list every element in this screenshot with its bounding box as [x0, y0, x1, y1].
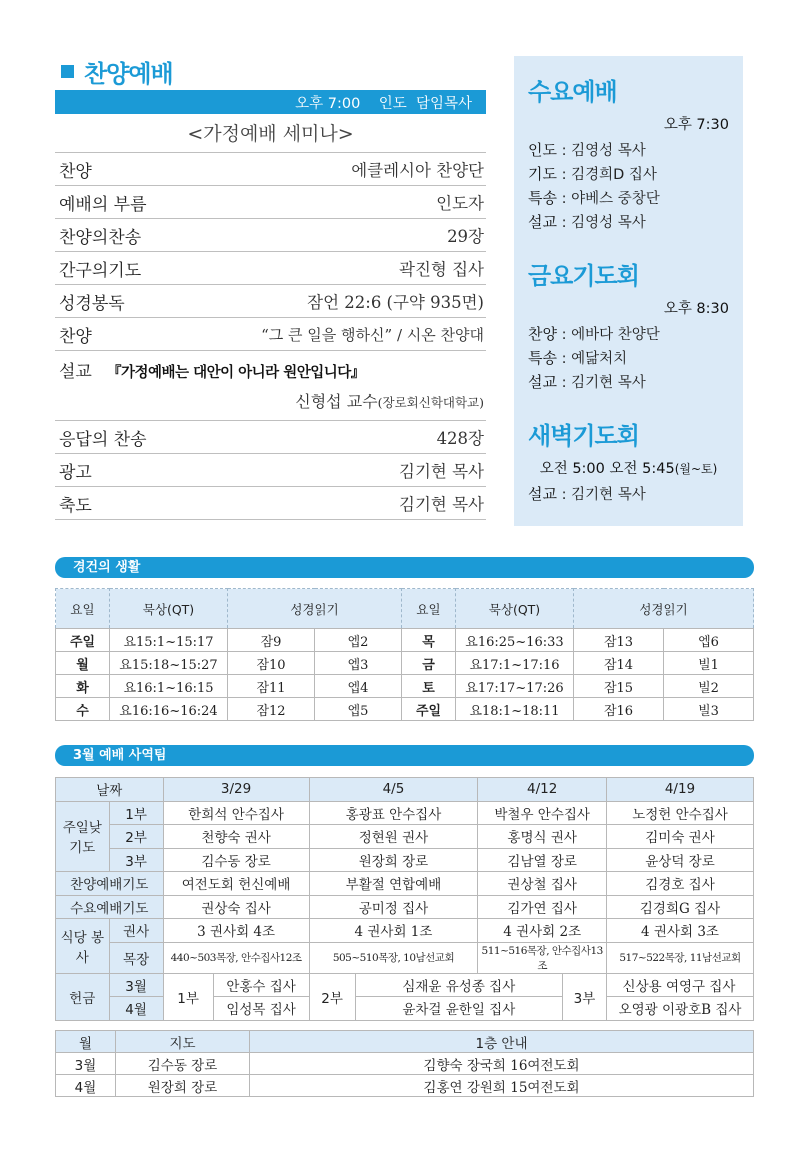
table-cell: 박철우 안수집사: [478, 801, 607, 825]
guide-header-row: [56, 1031, 754, 1053]
table-row: [56, 652, 754, 675]
table-cell: 한희석 안수집사: [163, 801, 309, 825]
table-cell: 4월: [56, 1075, 116, 1097]
line-value: : 에바다 찬양단: [556, 327, 660, 343]
line-key: 설교: [528, 213, 557, 231]
table-cell: 금: [402, 652, 456, 675]
order-key: 찬양: [59, 161, 92, 182]
line-value: : 야베스 중창단: [556, 191, 660, 207]
line-key: 특송: [528, 189, 557, 207]
devotion-header-row: [56, 589, 754, 629]
table-row: [56, 1075, 754, 1097]
column-header: 성경읽기: [574, 589, 754, 629]
service-time-bar: 오후 7:00 인도 담임목사: [55, 90, 486, 114]
column-header: 성경읽기: [228, 589, 402, 629]
table-cell: 김수동 장로: [163, 848, 309, 872]
line-key: 찬양: [528, 325, 557, 343]
row-label: 헌금: [56, 973, 110, 1020]
order-value: 29장: [447, 227, 484, 246]
table-cell: 노정헌 안수집사: [607, 801, 754, 825]
table-row: [56, 801, 754, 825]
part-label: 2부: [309, 973, 355, 1020]
table-row: [56, 698, 754, 721]
column-header: 1층 안내: [250, 1031, 754, 1053]
table-cell: 김남열 장로: [478, 848, 607, 872]
order-row: [55, 185, 486, 218]
table-cell: 요16:16~16:24: [110, 698, 228, 721]
table-cell: 빌3: [664, 698, 754, 721]
line-key: 설교: [528, 373, 557, 391]
table-cell: 요17:17~17:26: [456, 675, 574, 698]
column-header: 월: [56, 1031, 116, 1053]
table-cell: 잠9: [228, 629, 315, 652]
friday-line: [528, 322, 729, 346]
line-value: : 예닮처치: [556, 351, 628, 367]
table-cell: 엡3: [315, 652, 402, 675]
weekday-services-panel: [514, 56, 743, 526]
table-cell: 잠13: [574, 629, 664, 652]
table-row: [56, 997, 754, 1021]
row-label: 찬양예배기도: [56, 872, 164, 896]
table-row: [56, 1053, 754, 1075]
table-row: [56, 872, 754, 896]
order-row: [55, 218, 486, 251]
praise-service-title: 찬양예배: [84, 59, 173, 88]
date-header: 4/5: [309, 778, 478, 802]
order-row: [55, 251, 486, 284]
line-value: : 김경희D 집사: [556, 167, 657, 183]
table-cell: 홍광표 안수집사: [309, 801, 478, 825]
table-cell: 요16:25~16:33: [456, 629, 574, 652]
order-row: [55, 486, 486, 519]
square-bullet-icon: [61, 65, 74, 78]
order-key: 찬양: [59, 326, 92, 347]
part-label: 1부: [163, 973, 213, 1020]
table-cell: 엡6: [664, 629, 754, 652]
order-value: 잠언 22:6 (구약 935면): [307, 293, 484, 312]
part-label: 권사: [109, 919, 163, 943]
service-subtitle: <가정예배 세미나>: [187, 123, 354, 145]
table-cell: 윤상덕 장로: [607, 848, 754, 872]
wednesday-time: 오후 7:30: [663, 117, 729, 133]
table-cell: 안홍수 집사: [213, 973, 309, 997]
table-cell: 김경희G 집사: [607, 895, 754, 919]
table-cell: 주일: [56, 629, 110, 652]
date-header: 4/12: [478, 778, 607, 802]
column-header: 요일: [402, 589, 456, 629]
order-value: 에클레시아 찬양단: [351, 161, 484, 180]
table-cell: 수: [56, 698, 110, 721]
table-cell: 여전도회 헌신예배: [163, 872, 309, 896]
table-cell: 김홍연 강원희 15여전도회: [250, 1075, 754, 1097]
table-cell: 김수동 장로: [116, 1053, 250, 1075]
table-row: [56, 973, 754, 997]
date-header: 4/19: [607, 778, 754, 802]
date-header: 3/29: [163, 778, 309, 802]
order-key: 예배의 부름: [59, 194, 147, 215]
line-value: : 김기현 목사: [556, 375, 646, 391]
praise-service-header: [55, 56, 486, 86]
table-cell: 토: [402, 675, 456, 698]
month-label: 3월: [109, 973, 163, 997]
order-key: 간구의기도: [59, 260, 142, 281]
part-label: 2부: [109, 825, 163, 849]
order-end-rule: [55, 519, 486, 520]
table-cell: 4 권사회 1조: [309, 919, 478, 943]
part-label: 3부: [563, 973, 607, 1020]
table-cell: 월: [56, 652, 110, 675]
line-value: : 김기현 목사: [556, 487, 646, 503]
friday-title: 금요기도회: [528, 262, 639, 290]
table-cell: 빌2: [664, 675, 754, 698]
table-cell: 심재윤 유성종 집사: [355, 973, 562, 997]
table-cell: 511~516목장, 안수집사13조: [478, 942, 607, 973]
table-cell: 잠12: [228, 698, 315, 721]
table-cell: 김향숙 장국희 16여전도회: [250, 1053, 754, 1075]
line-key: 기도: [528, 165, 557, 183]
sermon-key: 설교: [59, 362, 92, 382]
table-cell: 오영광 이광호B 집사: [607, 997, 754, 1021]
table-cell: 요16:1~16:15: [110, 675, 228, 698]
table-cell: 목: [402, 629, 456, 652]
table-cell: 요15:1~15:17: [110, 629, 228, 652]
table-cell: 윤차걸 윤한일 집사: [355, 997, 562, 1021]
order-key: 성경봉독: [59, 293, 125, 314]
line-key: 설교: [528, 485, 557, 503]
table-cell: 주일: [402, 698, 456, 721]
table-cell: 권상숙 집사: [163, 895, 309, 919]
table-cell: 요17:1~17:16: [456, 652, 574, 675]
table-cell: 3 권사회 4조: [163, 919, 309, 943]
table-cell: 신상용 여영구 집사: [607, 973, 754, 997]
table-cell: 홍명식 권사: [478, 825, 607, 849]
table-cell: 공미정 집사: [309, 895, 478, 919]
part-label: 목장: [109, 942, 163, 973]
duty-table: [55, 777, 754, 1021]
table-cell: 권상철 집사: [478, 872, 607, 896]
table-cell: 517~522목장, 11남선교회: [607, 942, 754, 973]
table-cell: 3월: [56, 1053, 116, 1075]
order-key: 광고: [59, 462, 92, 483]
table-cell: 4 권사회 2조: [478, 919, 607, 943]
order-row: [55, 152, 486, 185]
column-header: 묵상(QT): [456, 589, 574, 629]
line-key: 특송: [528, 349, 557, 367]
order-row: [55, 453, 486, 486]
month-label: 4월: [109, 997, 163, 1021]
order-value: 인도자: [436, 194, 484, 213]
table-row: [56, 675, 754, 698]
table-row: [56, 629, 754, 652]
duty-section-bar: 3월 예배 사역팀: [55, 745, 754, 766]
table-cell: 잠15: [574, 675, 664, 698]
table-cell: 김경호 집사: [607, 872, 754, 896]
table-cell: 천향숙 권사: [163, 825, 309, 849]
table-row: [56, 848, 754, 872]
part-label: 1부: [109, 801, 163, 825]
sermon-row: [55, 350, 486, 420]
devotion-section-bar: 경건의 생활: [55, 557, 754, 578]
table-cell: 원장희 장로: [116, 1075, 250, 1097]
table-cell: 요15:18~15:27: [110, 652, 228, 675]
date-label: 날짜: [56, 778, 164, 802]
order-row: [55, 284, 486, 317]
table-row: [56, 895, 754, 919]
praise-service-section: [55, 56, 486, 520]
order-key: 축도: [59, 495, 92, 516]
order-value: 428장: [436, 429, 484, 448]
table-cell: 잠16: [574, 698, 664, 721]
preacher-name: 신형섭 교수: [295, 392, 378, 411]
sermon-message: 『가정예배는 대안이 아니라 원안입니다』: [107, 365, 365, 381]
row-label: 식당 봉사: [56, 919, 110, 974]
line-value: : 김영성 목사: [556, 215, 646, 231]
wednesday-line: [528, 138, 729, 162]
order-row: [55, 317, 486, 350]
table-row: [56, 919, 754, 943]
table-cell: 화: [56, 675, 110, 698]
row-label: 주일낮 기도: [56, 801, 110, 872]
column-header: 지도: [116, 1031, 250, 1053]
table-cell: 정현원 권사: [309, 825, 478, 849]
line-key: 인도: [528, 141, 557, 159]
dawn-time: [528, 457, 729, 478]
table-cell: 김미숙 권사: [607, 825, 754, 849]
wednesday-line: [528, 162, 729, 186]
table-cell: 4 권사회 3조: [607, 919, 754, 943]
dawn-time-value: 오전 5:00 오전 5:45: [539, 461, 675, 477]
table-row: [56, 825, 754, 849]
order-key: 응답의 찬송: [59, 429, 147, 450]
table-cell: 빌1: [664, 652, 754, 675]
table-cell: 잠10: [228, 652, 315, 675]
table-cell: 요18:1~18:11: [456, 698, 574, 721]
wednesday-line: [528, 186, 729, 210]
sermon-preacher: [295, 389, 484, 412]
table-cell: 잠11: [228, 675, 315, 698]
table-cell: 임성목 집사: [213, 997, 309, 1021]
column-header: 묵상(QT): [110, 589, 228, 629]
column-header: 요일: [56, 589, 110, 629]
order-value: 김기현 목사: [399, 462, 484, 481]
line-value: : 김영성 목사: [556, 143, 646, 159]
devotion-table: [55, 588, 754, 721]
dawn-title: 새벽기도회: [528, 422, 639, 450]
table-cell: 엡2: [315, 629, 402, 652]
friday-line: [528, 346, 729, 370]
wednesday-line: [528, 210, 729, 234]
preacher-affiliation: (장로회신학대학교): [377, 395, 484, 410]
wednesday-title: 수요예배: [528, 78, 617, 106]
dawn-time-note: (월~토): [674, 462, 718, 476]
friday-time: 오후 8:30: [663, 301, 729, 317]
order-row: [55, 420, 486, 453]
table-cell: 부활절 연합예배: [309, 872, 478, 896]
table-cell: 440~503목장, 안수집사12조: [163, 942, 309, 973]
duty-header-row: [56, 778, 754, 802]
guide-table: [55, 1030, 754, 1097]
dawn-line: [528, 482, 729, 506]
friday-line: [528, 370, 729, 394]
table-cell: 505~510목장, 10남선교회: [309, 942, 478, 973]
order-value: 김기현 목사: [399, 495, 484, 514]
table-cell: 엡5: [315, 698, 402, 721]
part-label: 3부: [109, 848, 163, 872]
table-row: [56, 942, 754, 973]
table-cell: 잠14: [574, 652, 664, 675]
row-label: 수요예배기도: [56, 895, 164, 919]
table-cell: 김가연 집사: [478, 895, 607, 919]
order-value: 곽진형 집사: [399, 260, 484, 279]
order-value: “그 큰 일을 행하신” / 시온 찬양대: [261, 325, 484, 344]
table-cell: 엡4: [315, 675, 402, 698]
order-key: 찬양의찬송: [59, 227, 142, 248]
table-cell: 원장희 장로: [309, 848, 478, 872]
